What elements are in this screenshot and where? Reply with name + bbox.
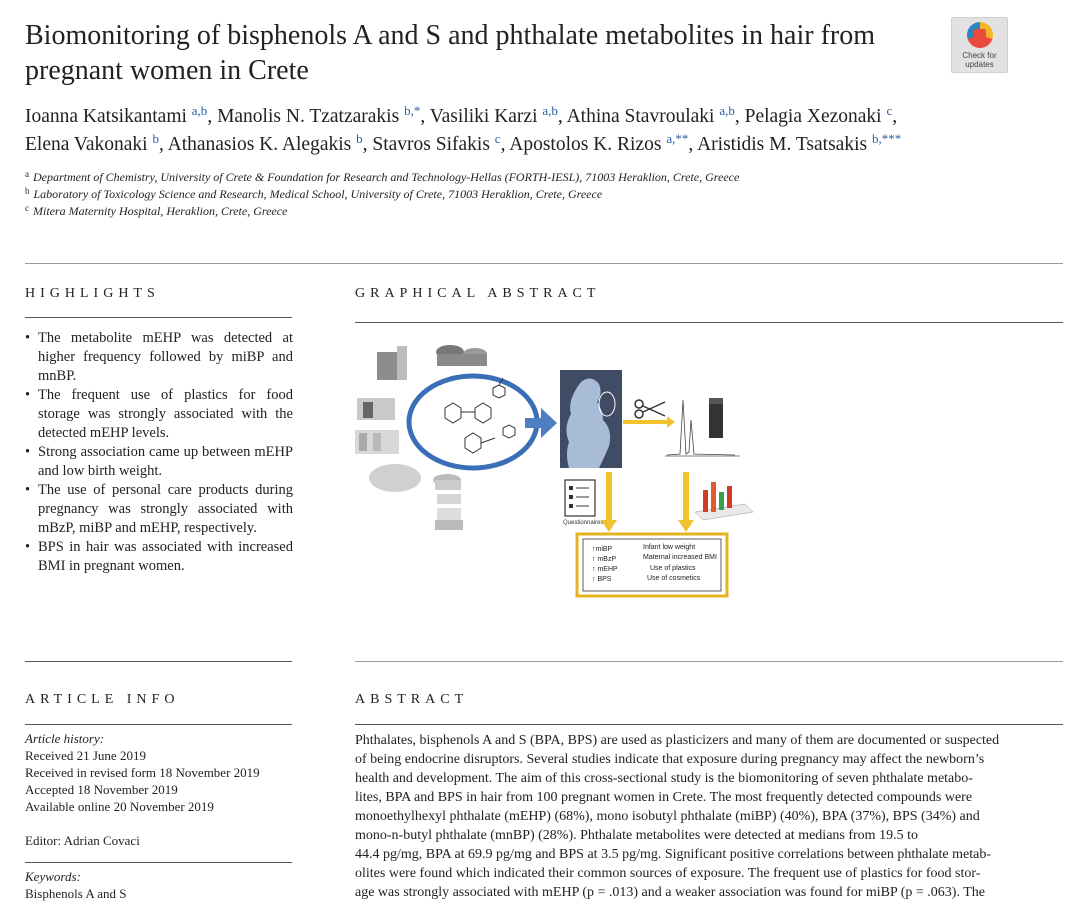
divider: [25, 661, 292, 662]
affiliation: $^a$ Department of Chemistry, University of Crete & Foundation for Research and Technology-Hellas (FORTH-IESL), 71003 Heraklion, Crete, Greece: [25, 169, 740, 184]
yellow-arrow: [678, 472, 694, 532]
affiliation: $^b$ Laboratory of Toxicology Science and Research, Medical School, University of Crete, 71003 Heraklion, Crete, Greece: [25, 186, 603, 201]
abstract-line: 44.4 pg/mg, BPA at 69.9 pg/mg and BPS at 3.5 pg/mg. Significant positive correlations between phthalate metab-: [355, 847, 992, 862]
paper-title: Biomonitoring of bisphenols A and S and phthalate metabolites in hair from pregnant women in Crete: [25, 20, 875, 86]
abstract-body: [355, 731, 1063, 902]
result-outcome: Maternal increased BMI: [643, 554, 717, 561]
abstract-line: of being endocrine disruptors. Several studies indicate that exposure during pregnancy may affect the newborn’s: [355, 752, 985, 767]
bar-chart-icon: [695, 482, 753, 520]
author[interactable]: Stavros Sifakis $^c$: [372, 131, 501, 155]
divider: [355, 661, 1063, 662]
abstract-line: monoethylhexyl phthalate (mEHP) (68%), mono isobutyl phthalate (miBP) (40%), BPA (37%), BPS (34%) and: [355, 809, 980, 824]
keyword: Bisphenols A and S: [25, 886, 127, 901]
result-compound: ↑ mBzP: [592, 556, 617, 563]
result-outcome: Infant low weight: [643, 544, 696, 551]
result-compound: ↑miBP: [592, 546, 613, 553]
result-outcome: Use of plastics: [650, 565, 696, 572]
divider: [25, 862, 292, 863]
pregnant-woman-image: [560, 370, 622, 468]
author[interactable]: Athanasios K. Alegakis $^b$: [167, 131, 363, 155]
chemical-structures-ring: [409, 376, 537, 468]
affiliations: [25, 169, 739, 220]
highlight-item: • The metabolite mEHP was detected at higher frequency followed by miBP and mnBP.: [25, 329, 293, 386]
history-entry: Accepted 18 November 2019: [25, 782, 178, 797]
scissors-icon: [635, 400, 665, 418]
graphical-abstract-figure[interactable]: [355, 340, 760, 605]
graphical-abstract-heading: GRAPHICAL ABSTRACT: [355, 286, 601, 301]
abstract-line: Phthalates, bisphenols A and S (BPA, BPS) are used as plasticizers and many of them are documented or suspected: [355, 733, 1000, 748]
article-info-heading: ARTICLE INFO: [25, 692, 180, 707]
highlights-list: [25, 329, 293, 576]
abstract-line: lites, BPA and BPS in hair from 100 pregnant women in Crete. The most frequently detected compounds were: [355, 790, 973, 805]
affiliation: $^c$ Mitera Maternity Hospital, Heraklion, Crete, Greece: [25, 203, 288, 218]
keywords-label: Keywords:: [25, 869, 81, 884]
badge-line-1: Check for: [962, 51, 997, 60]
author[interactable]: Vasiliki Karzi $^{a,b}$: [429, 103, 558, 127]
abstract-line: mono-n-butyl phthalate (mnBP) (28%). Phthalate metabolites were detected at medians from 19.5 to: [355, 828, 918, 843]
author[interactable]: Apostolos K. Rizos $^{a,**}$: [509, 131, 689, 155]
divider: [25, 263, 1063, 264]
highlight-item: • The frequent use of plastics for food storage was strongly associated with the detected mEHP levels.: [25, 386, 293, 443]
abstract-heading: ABSTRACT: [355, 692, 469, 707]
author[interactable]: Ioanna Katsikantami $^{a,b}$: [25, 103, 208, 127]
author[interactable]: Pelagia Xezonaki $^c$: [744, 103, 893, 127]
abstract-line: health and development. The aim of this cross-sectional study is the biomonitoring of seven phthalate metabo-: [355, 771, 973, 786]
highlight-item: • BPS in hair was associated with increased BMI in pregnant women.: [25, 538, 293, 576]
article-history-label: Article history:: [25, 731, 105, 746]
result-compound: ↑ BPS: [592, 576, 612, 583]
check-for-updates-badge[interactable]: [951, 17, 1008, 73]
crossmark-icon: [967, 22, 993, 48]
author[interactable]: Aristidis M. Tsatsakis $^{b,***}$: [697, 131, 902, 155]
author[interactable]: Manolis N. Tzatzarakis $^{b,*}$: [217, 103, 421, 127]
divider: [355, 724, 1063, 725]
abstract-line: age was strongly associated with mEHP (p = .013) and a weaker association was found for miBP (p = .063). The: [355, 885, 985, 900]
highlights-heading: HIGHLIGHTS: [25, 286, 160, 301]
history-entry: Available online 20 November 2019: [25, 799, 214, 814]
result-outcome: Use of cosmetics: [647, 575, 701, 582]
author[interactable]: Athina Stavroulaki $^{a,b}$: [566, 103, 735, 127]
divider: [25, 317, 292, 318]
history-entry: Received in revised form 18 November 2019: [25, 765, 260, 780]
divider: [355, 322, 1063, 323]
questionnaire-label: Questionnaires: [563, 520, 604, 526]
questionnaire-icon: [565, 480, 595, 516]
history-entry: Received 21 June 2019: [25, 748, 146, 763]
badge-line-2: updates: [965, 60, 994, 69]
yellow-arrow: [601, 472, 617, 532]
highlight-item: • Strong association came up between mEHP and low birth weight.: [25, 443, 293, 481]
author-list: Ioanna Katsikantami $^{a,b}$, Manolis N. Tzatzarakis $^{b,*}$, Vasiliki Karzi $^{a,b}$, Athina Stavroulaki $^{a,b}$, Pelagia Xezonaki $^c$, Elena Vakonaki $^b$, Athanasios K. Alegakis $^b$, Stavros Sifakis $^c$, Apostolos K. Rizos $^{a,**}$, Aristidis M. Tsatsakis $^{b,***}$: [25, 103, 902, 155]
highlight-item: • The use of personal care products during pregnancy was strongly associated with mBzP, miBP and mEHP, respectively.: [25, 481, 293, 538]
result-compound: ↑ mEHP: [592, 566, 618, 573]
divider: [25, 724, 292, 725]
author[interactable]: Elena Vakonaki $^b$: [25, 131, 159, 155]
chromatogram-image: [665, 398, 740, 456]
abstract-line: olites were found which indicated their common sources of exposure. The frequent use of plastics for food stor-: [355, 866, 981, 881]
yellow-arrow: [623, 416, 675, 428]
editor-line: Editor: Adrian Covaci: [25, 833, 140, 848]
